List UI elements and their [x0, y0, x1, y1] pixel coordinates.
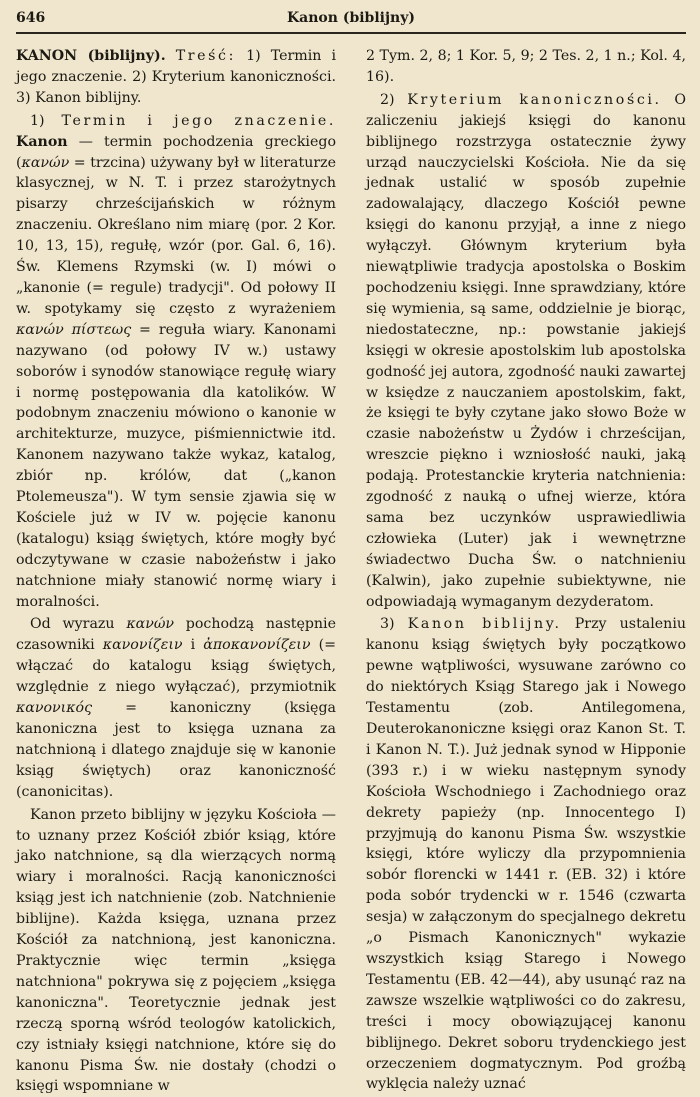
text-run: — termin pochodzenia greckiego (	[16, 133, 336, 171]
spaced-heading: Kanon biblijny.	[407, 616, 562, 633]
text-run: Przy ustaleniu kanonu ksiąg świętych były początkowo pewne wątpliwości, wysuwane zarówno co do niektórych Ksiąg Starego jak i Nowego Testamentu (zob. Antilegomena, Deuterokanoniczne księgi oraz Kanon St. T. i Kanon N. T.). Już jednak synod w Hipponie (393 r.) i w wieku następnym synody Kościoła Wschodniego i Zachodniego oraz dekrety papieży (np. Innocentego I) przyjmują do kanonu Pisma Św. wszystkie księgi, które wyliczy dla przypomnienia sobór florencki w 1441 r. (EB. 32) i które poda sobór trydencki w r. 1546 (czwarta sesja) w załączonym do specjalnego dekretu „o Pismach Kanonicznych" wykazie wszystkich ksiąg Starego i Nowego Testamentu (EB. 42—44), aby usunąć raz na zawsze wszelkie wątpliwości co do zakresu, treści i mocy obowiązującej kanonu biblijnego. Dekret soboru trydenckiego jest orzeczeniem dogmatycznym. Pod groźbą wyklęcia należy uznać	[366, 616, 686, 1093]
greek-word: κανών	[21, 154, 70, 171]
text-run: = kanoniczny (księga kanoniczna jest to księga uznana za natchnioną i dlatego znajduje się w kanonie ksiąg świętych) oraz kanoniczność (canonicitas).	[16, 700, 336, 800]
left-column	[16, 46, 336, 1097]
paragraph	[366, 46, 686, 88]
paragraph	[366, 90, 686, 613]
text-run: = trzcina) używany był w literaturze klasycznej, w N. T. i przez starożytnych pisarzy chrześcijańskich w różnym znaczeniu. Określano nim miarę (por. 2 Kor. 10, 13, 15), regułę, wzór (por. Gal. 6, 16). Św. Klemens Rzymski (w. I) mówi o „kanonie (= regule) tradycji". Od połowy II w. spotykamy się często z wyrażeniem	[16, 154, 336, 317]
bold-term: KANON (biblijny).	[16, 48, 166, 64]
running-title: Kanon (biblijny)	[287, 10, 415, 26]
text-run	[166, 48, 176, 64]
spaced-heading: Termin i jego znaczenie.	[61, 112, 336, 129]
paragraph	[366, 614, 686, 1095]
right-column	[366, 46, 686, 1097]
text-run: 2)	[380, 91, 408, 108]
greek-word: κανών πίστεως	[16, 321, 132, 338]
bold-term: Kanon	[16, 133, 68, 150]
text-run: 3)	[380, 616, 408, 633]
greek-word: ἀποκανονίζειν	[203, 637, 311, 654]
page-header	[16, 6, 686, 34]
text-run: Kanon przeto biblijny w języku Kościoła — to uznany przez Kościół zbiór ksiąg, które jako natchnione, są dla wierzących normą wiary i moralności. Racją kanoniczności ksiąg jest ich natchnienie (zob. Natchnienie biblijne). Każda księga, uznana przez Kościół za natchnioną, jest kanoniczna. Praktycznie więc termin „księga natchniona" pokrywa się z pojęciem „księga kanoniczna". Teoretycznie jednak jest rzeczą sporną wśród teologów katolickich, czy istniały księgi natchnione, które się do kanonu Pisma Św. nie dostały (chodzi o księgi wspomniane w	[16, 806, 336, 1095]
paragraph	[16, 805, 336, 1097]
text-run: 2 Tym. 2, 8; 1 Kor. 5, 9; 2 Tes. 2, 1 n.; Kol. 4, 16).	[366, 48, 686, 85]
paragraph	[16, 111, 336, 613]
page-number: 646	[16, 10, 46, 26]
paragraph	[16, 46, 336, 109]
paragraph	[16, 614, 336, 802]
spaced-heading: Kryterium kanoniczności.	[407, 91, 662, 108]
text-run: Od wyrazu	[30, 616, 127, 633]
spaced-heading: Treść:	[175, 48, 236, 64]
text-run: 1) Termin i jego znaczenie. 2) Kryterium kanoniczności. 3) Kanon biblijny.	[16, 48, 336, 106]
greek-word: κανών	[126, 616, 175, 633]
greek-word: κανονίζειν	[102, 637, 183, 654]
text-run: 1)	[30, 112, 62, 129]
text-run: (= włączać do katalogu ksiąg świętych, względnie z niego wyłączać), przymiotnik	[16, 637, 337, 696]
text-run: i	[182, 637, 204, 654]
text-run: pochodzą następnie czasowniki	[16, 616, 336, 654]
text-run: = reguła wiary. Kanonami nazywano (od połowy IV w.) ustawy soborów i synodów stanowiące regułę wiary i normę postępowania dla katolików. W podobnym znaczeniu mówiono o kanonie w architekturze, muzyce, piśmiennictwie itd. Kanonem nazywano także wykaz, katalog, zbiór np. królów, dat („kanon Ptolemeusza"). W tym sensie zjawia się w Kościele już w IV w. pojęcie kanonu (katalogu) ksiąg świętych, które mogły być odczytywane w czasie nabożeństw i jako natchnione miały stanowić normę wiary i moralności.	[16, 321, 336, 610]
greek-word: κανονικός	[16, 700, 93, 717]
text-columns	[16, 46, 686, 1097]
text-run: O zaliczeniu jakiejś księgi do kanonu biblijnego rozstrzyga ostatecznie żywy urząd nauczycielski Kościoła. Nie da się jednak ustalić w sposób zupełnie zadowalający, dlaczego Kościół pewne księgi do kanonu przyjął, a inne z niego wyłączył. Głównym kryterium była niewątpliwie tradycja apostolska o Boskim pochodzeniu księgi. Inne sprawdziany, które się wymienia, są same, oddzielnie je biorąc, niedostateczne, np.: powstanie jakiejś księgi w okresie apostolskim lub apostolska godność jej autora, zgodność nauki zawartej w księdze z nauczaniem apostolskim, fakt, że księgi te były czytane jako słowo Boże w czasie nabożeństw u Żydów i chrześcijan, wreszcie piękno i wzniosłość nauki, jaką podają. Protestanckie kryteria natchnienia: zgodność z nauką o ufnej wierze, która sama bez uczynków usprawiedliwia człowieka (Luter) jak i wewnętrzne świadectwo Ducha Św. o natchnieniu (Kalwin), jako zupełnie subiektywne, nie odpowiadają wymaganym dezyderatom.	[366, 91, 686, 610]
